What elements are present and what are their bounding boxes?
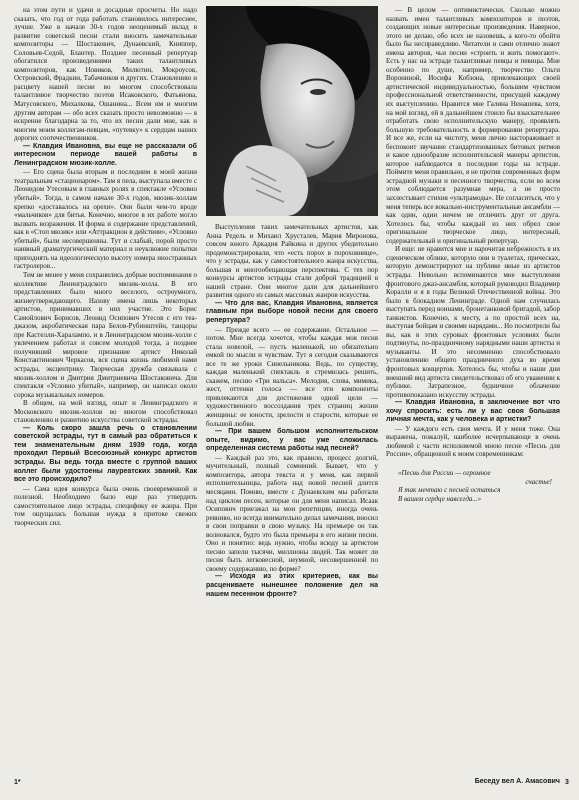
interview-question: — Клавдия Ивановна, в заключение вот что хочу спросить: есть ли у вас своя большая личная мечта, как у человека и артистки?	[386, 399, 560, 424]
paragraph: Выступления таких замечательных артистов, как Анна Редель и Михаил Хрусталев, Мария Миронова, совсем юного Аркадия Райкина и других убедительно продемонстрировали, что «есть порох в пороховнице», что у эстрады, как у самостоятельного жанра искусства, большая и многообещающая перспектива. С тех пор конкурсы артистов эстрады стали доброй традицией в нашей стране. Они многое дали для дальнейшего развития одного из самых массовых жанров искусства.	[206, 223, 378, 300]
page-number-right: 3	[565, 779, 569, 786]
interview-question: — Исходя из этих критериев, как вы расцениваете нынешнее положение дел на нашем песенном фронте?	[206, 573, 378, 598]
paragraph: — У каждого есть своя мечта. И у меня тоже. Она выражена, пожалуй, наиболее исчерпывающе в очень любимой с части исполняемой мною песне «Песнь для России», обращенной к моим современникам:	[386, 424, 560, 459]
page-number-left: 1*	[14, 779, 21, 786]
paragraph: на этом пути и удачи и досадные просчеты. Но надо сказать, что год от года работать становилось интереснее, лучше. Уже в начале 30-х годов неоценимый вклад в развитие советской песни стали вносить замечательные композиторы — Шостакович, Дунаевский, Книппер, Соловьев-Седой, Блантер. Позднее песенный репертуар обогатился произведениями таких талантливых композиторов, как Новиков, Милютин, Мокроусов, Островский, Фрадкин, Табачников и других. Становлению и расцвету нашей песни во многом способствовала талантливое творчество поэтов Исаковского, Фатьянова, Матусовского, Михалкова, Ошанина... Всем им и многим другим авторам — обо всех сказать просто невозможно — я искренне благодарна за то, что их песни дали мне, как и многим моим коллегам-певцам, «путевку» к сердцам наших дорогих соотечественников.	[14, 6, 197, 143]
paragraph: — Прежде всего — ее содержание. Остальное — потом. Мне всегда хочется, чтобы каждая моя песня стала новелой, — пусть маленькой, но обязательно емкой по мысли и чувствам. Тут я сегодня сказываются все те же уроки Синельникова. Ведь, по существу, каждая маленький спектакль я стремилась решить, скажем, песню «Три вальса». Мелодия, слова, мимика, жест, оттенки голоса — все эти компоненты привлекаются для достижения одной цели — художественного воссоздания трех страниц жизни женщины: ее юности, зрелости и старости, которые ее большой любви.	[206, 325, 378, 428]
column-right-body	[386, 6, 560, 459]
interview-question: — При вашем большом исполнительском опыте, видимо, у вас уже сложилась определенная система работы над песней?	[206, 428, 378, 453]
interview-question: — Что для вас, Клавдия Ивановна, является главным при выборе новой песни для своего репертуара?	[206, 299, 378, 325]
portrait-image	[206, 6, 378, 216]
byline: Беседу вел А. Амасович	[474, 778, 560, 785]
song-quote	[398, 469, 560, 503]
paragraph: — Сама идея конкурса была очень своевременной и полезной. Необходимо было еще раз утвердить самостоятельное лицо эстрады, специфику ее жанра. При том ощущалась большая нужда в притоке свежих творческих сил.	[14, 484, 197, 527]
poem-line: «Песнь для России — огромное	[398, 468, 491, 477]
paragraph: И еще: не нравится мне и нарочитая небрежность в их сценическом облике, которую они в туалетах, прическах, которую демонстрируют на публике иные из артистов эстрады. Невольно вспоминаются мне выступления фронтового джаз-ансамбля, который руководил Владимир Коралли и я в годы Великой Отечественной войны. Это было в блокадном Ленинграде. Одной нам случилась выступать перед воинами, бронетанковой бригадой, забор танкистов. Конечно, к месту, а по простой всех на, выступая бойцам и своими нарядами... Но посмотрели бы вы, как в этих суровых фронтовых условиях были подтянуты, по-праздничному нарядными наши артисты и музыканты. И это несомненно способствовало установлению общего праздничного духа во время фронтовых концертов. Хотелось бы, чтобы и наши дни внешний вид артиста свидетельствовал об его уважении к публике. Затрапезное, будничное облачение противопоказано искусству эстрады.	[386, 245, 560, 399]
paragraph: — Его сцена была вторым и последним в моей жизни театральным «стационаром». Там я пела, выступала вместе с Леонидом Утесовым в главных ролях в спектакле «Условно убитый». Тогда, в самом начале 30-х годов, мюзик-холлам крепко «доставалось на орехи». Они были чем-то вроде «мальчиков» для битья. Конечно, многое в их работе могло вызвать возражения. И форма и содержание представлений, как в «Стоп мюзик» или «Аттракцион в действии», «Условно убитый», были несовершенны. Тут и слабый, порой просто наивный драматургический материал и неуклюжие попытки приподнять на идеологическую высоту номера иностранных гастролеров...	[14, 168, 197, 271]
poem-line: В вашем сердце навсегда...»	[398, 494, 482, 503]
interview-question: — Коль скоро зашла речь о становлении советской эстрады, тут в самый раз обратиться к тем знаменательным дням 1939 года, когда проходил Первый Всесоюзный конкурс артистов эстрады. Вы ведь тогда вместе с группой ваших коллег были удостоены лауреатских званий. Как все это происходило?	[14, 424, 197, 484]
column-left	[14, 6, 197, 780]
paragraph: Тем не менее у меня сохранились добрые воспоминания о коллективе Ленинградского мюзик-холла. В его представлениях было много веселого, остроумного, жизнеутверждающего. Назову имена лишь некоторых артистов, принимавших в них участие. Это Борис Самойлович Борисов, Леонид Осипович Утесов с его теа-джазом, акробатическая пара Белов-Рубинштейн, танцоры пре Кастелли-Харалампо, и в Ленинградском мюзик-холле с увлечением работал и совсем молодой тогда, а позднее получивший мировое признание артист Николай Константинович Черкасов, вся сцена жизнь любимой нами эстрады, эксцентрику. Творческая дружба связывала с мюзик-холлом и Дмитрия Дмитриевича Шостаковича. Для спектакля «Условно убитый», например, он написал около сорока музыкальных номеров.	[14, 270, 197, 399]
interview-question: — Клавдия Ивановна, вы еще не рассказали об интересном периоде вашей работы в Ленинградском мюзик-холле.	[14, 142, 197, 167]
poem-line: счастье!	[525, 477, 552, 486]
paragraph: — В целом — оптимистически. Сколько можно назвать имен талантливых композиторов и поэтов, создающих новые интересные произведения. Наверное, этого не делаю, обо всех не назовешь, а кого-то обойти было бы несправедливо. Читатели и сами отлично знают имена авторов, чьи песни «строить и жить помогают». Есть у нас на эстраде талантливые певцы и певицы. Мне особенно по душе, например, творчество Ольги Ворониной, Иосифа Кобзона, привлекающих своей артистической индивидуальностью, большим чувством профессиональной ответственности, присущей каждому их выступлению. Нравится мне Галина Ненашева, хотя, на мой взгляд, ей в дальнейшем стоило бы взыскательнее отработать свою исполнительскую манеру, проявлять большую требовательность в формировании репертуара. И все же, если на чистоту, меня лично настораживает и беспокоит звучание стандартизованных битовых ритмов и какое однообразие исполнительской манеры артистов, которое наблюдается в последние годы на эстраде. Поймите меня правильно, я не против современных форм эстрадной музыки и песенного творчества, если во всем этом соблюдается разумная мера, а не просто захлестывает стихия «ультрамоды». Не согласиться, что у меня теперь все вокально-инструментальные ансамбли — как один, один ничем не отличить друг от друга. Хотелось бы, чтобы каждый из них обрел свое оригинальное творческое лицо, интересный, содержательный и оригинальный репертуар.	[386, 6, 560, 245]
column-right	[386, 6, 560, 780]
paragraph: В общем, на мой взгляд, опыт и Ленинградского и Московского мюзик-холлов во многом способствовал становлению и развитию искусства советской эстрады.	[14, 399, 197, 425]
column-middle	[206, 223, 378, 783]
poem-line: Я так мечтаю с песней остаться	[398, 486, 501, 495]
portrait-photo	[206, 6, 378, 216]
paragraph: — Каждый раз это, как правило, процесс долгий, мучительный, полный сомнений. Бывает, что у композитора, автора текста и у меня, как первой исполнительницы, работа над новой песней длится месяцами. Помню, вместе с Дунаевским мы работали над циклом песен, которые он для меня написал. Исаак Осипович приезжал на мои репетиции, иногда очень ревниво, но всегда внимательно делал замечания, вносил в свои поправки в свою музыку. На премьере он так волновался, будто это была премьера в его жизни песни. Оно и понятно: ведь нужно, чтобы всюду за артистом песню запели тысячи, миллионы людей. Так может ли песня быть легковесной, неумной, несовершенной по своему содержанию, по форме?	[206, 453, 378, 573]
